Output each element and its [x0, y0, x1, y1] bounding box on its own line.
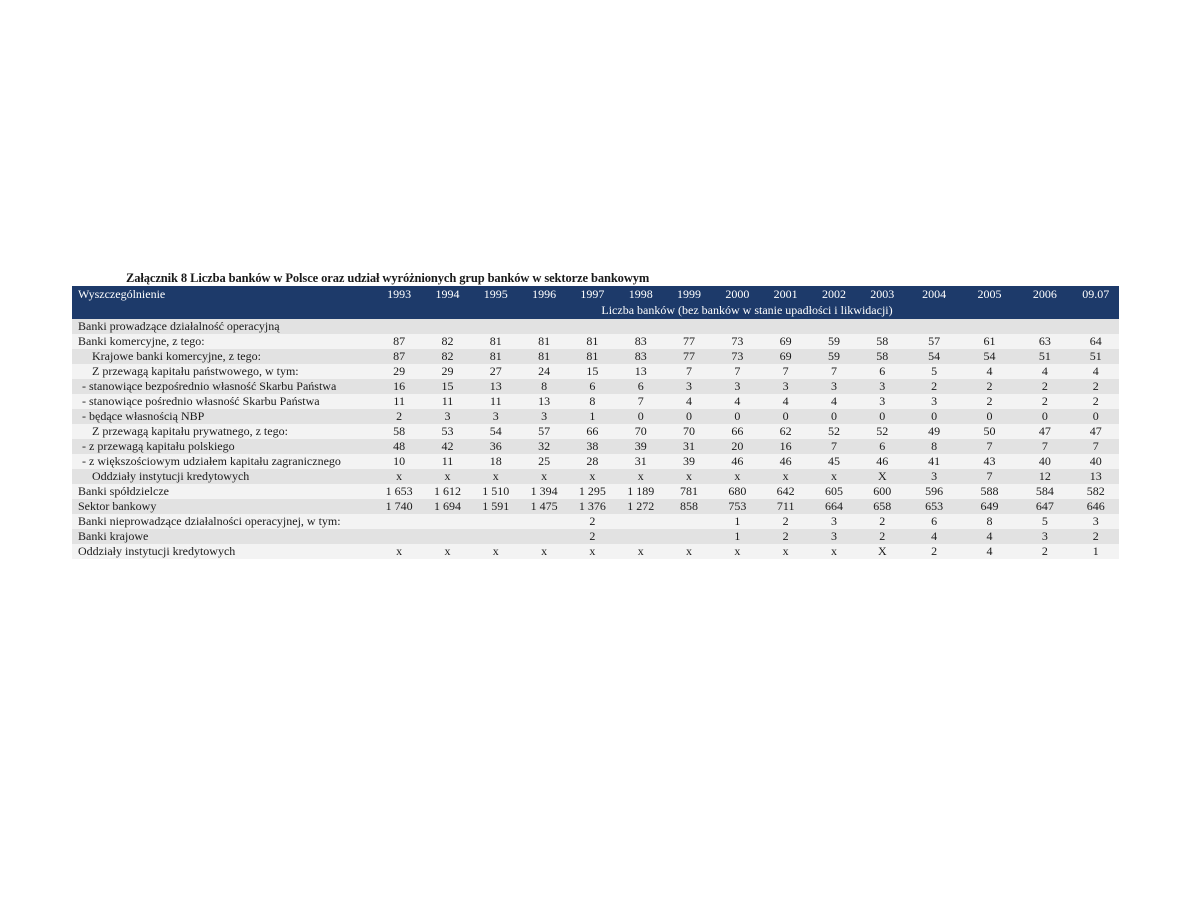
cell-value: 4 [1017, 364, 1072, 379]
cell-value: 52 [810, 424, 858, 439]
cell-value: 31 [665, 439, 713, 454]
cell-value: x [617, 544, 665, 559]
cell-value: 3 [713, 379, 761, 394]
cell-value: 0 [762, 409, 810, 424]
cell-value: 8 [906, 439, 961, 454]
cell-value [858, 319, 906, 334]
cell-value: 61 [962, 334, 1017, 349]
table-row [72, 469, 1119, 484]
cell-value: 4 [1073, 364, 1119, 379]
cell-value: 605 [810, 484, 858, 499]
cell-value: 3 [1017, 529, 1072, 544]
cell-value: 39 [665, 454, 713, 469]
cell-value: 42 [423, 439, 471, 454]
cell-value: 2 [906, 544, 961, 559]
cell-value: 36 [472, 439, 520, 454]
cell-value: 0 [617, 409, 665, 424]
cell-value: 1 [713, 514, 761, 529]
cell-value: 57 [520, 424, 568, 439]
cell-value: 50 [962, 424, 1017, 439]
year-header: 1999 [665, 286, 713, 303]
cell-value: x [472, 469, 520, 484]
cell-value: 15 [423, 379, 471, 394]
row-label: - będące własnością NBP [72, 409, 375, 424]
cell-value: 54 [906, 349, 961, 364]
row-label: Krajowe banki komercyjne, z tego: [72, 349, 375, 364]
cell-value: 3 [423, 409, 471, 424]
cell-value: 69 [762, 334, 810, 349]
cell-value [906, 319, 961, 334]
cell-value [472, 529, 520, 544]
cell-value: 649 [962, 499, 1017, 514]
subheader-row [72, 303, 1119, 319]
cell-value: 77 [665, 349, 713, 364]
cell-value: 1 189 [617, 484, 665, 499]
cell-value: 584 [1017, 484, 1072, 499]
row-label: Z przewagą kapitału państwowego, w tym: [72, 364, 375, 379]
cell-value: 0 [858, 409, 906, 424]
cell-value: 582 [1073, 484, 1119, 499]
cell-value: 596 [906, 484, 961, 499]
year-header: 1993 [375, 286, 423, 303]
cell-value: 28 [568, 454, 616, 469]
cell-value: 46 [858, 454, 906, 469]
cell-value: 4 [665, 394, 713, 409]
cell-value: 3 [1073, 514, 1119, 529]
cell-value: 54 [472, 424, 520, 439]
cell-value [810, 319, 858, 334]
cell-value: x [423, 544, 471, 559]
cell-value: 6 [617, 379, 665, 394]
cell-value: 10 [375, 454, 423, 469]
cell-value: 29 [375, 364, 423, 379]
header-label: Wyszczególnienie [72, 286, 375, 303]
cell-value: 3 [858, 394, 906, 409]
cell-value: 69 [762, 349, 810, 364]
cell-value: 3 [810, 514, 858, 529]
cell-value: 1 394 [520, 484, 568, 499]
cell-value [375, 319, 423, 334]
table-row [72, 364, 1119, 379]
cell-value: 646 [1073, 499, 1119, 514]
cell-value: 16 [375, 379, 423, 394]
cell-value: x [568, 469, 616, 484]
cell-value [1073, 319, 1119, 334]
year-header: 2006 [1017, 286, 1072, 303]
cell-value: 81 [568, 334, 616, 349]
table-row [72, 529, 1119, 544]
cell-value: 642 [762, 484, 810, 499]
cell-value: 54 [962, 349, 1017, 364]
cell-value: 0 [665, 409, 713, 424]
year-header: 1996 [520, 286, 568, 303]
row-label: Oddziały instytucji kredytowych [72, 469, 375, 484]
cell-value: 53 [423, 424, 471, 439]
cell-value: 658 [858, 499, 906, 514]
cell-value: 8 [520, 379, 568, 394]
cell-value: 83 [617, 349, 665, 364]
cell-value: 25 [520, 454, 568, 469]
cell-value: 3 [665, 379, 713, 394]
cell-value [762, 319, 810, 334]
cell-value: x [617, 469, 665, 484]
table-row [72, 544, 1119, 559]
year-header: 1997 [568, 286, 616, 303]
year-header: 09.07 [1073, 286, 1119, 303]
row-label: - stanowiące pośrednio własność Skarbu Państwa [72, 394, 375, 409]
cell-value: 3 [810, 379, 858, 394]
cell-value: 4 [713, 394, 761, 409]
cell-value: 38 [568, 439, 616, 454]
cell-value: 4 [962, 544, 1017, 559]
cell-value: 7 [617, 394, 665, 409]
cell-value [520, 319, 568, 334]
cell-value: 0 [906, 409, 961, 424]
cell-value: 2 [1073, 379, 1119, 394]
cell-value [568, 319, 616, 334]
cell-value: 83 [617, 334, 665, 349]
cell-value: 753 [713, 499, 761, 514]
cell-value: 1 740 [375, 499, 423, 514]
cell-value: 70 [617, 424, 665, 439]
cell-value: 2 [762, 529, 810, 544]
cell-value: 2 [762, 514, 810, 529]
cell-value: 6 [568, 379, 616, 394]
cell-value [1017, 319, 1072, 334]
year-header: 1998 [617, 286, 665, 303]
cell-value: 1 [568, 409, 616, 424]
row-label: Banki spółdzielcze [72, 484, 375, 499]
cell-value: 63 [1017, 334, 1072, 349]
cell-value: 6 [858, 439, 906, 454]
cell-value: x [665, 544, 713, 559]
cell-value: 40 [1017, 454, 1072, 469]
cell-value: 664 [810, 499, 858, 514]
year-header: 1995 [472, 286, 520, 303]
cell-value: x [520, 544, 568, 559]
cell-value: 6 [906, 514, 961, 529]
cell-value: 12 [1017, 469, 1072, 484]
header-row [72, 286, 1119, 303]
cell-value: 2 [1017, 394, 1072, 409]
cell-value: 3 [520, 409, 568, 424]
cell-value [472, 319, 520, 334]
cell-value [375, 514, 423, 529]
cell-value: 64 [1073, 334, 1119, 349]
cell-value: 1 475 [520, 499, 568, 514]
cell-value: 653 [906, 499, 961, 514]
cell-value: 1 [713, 529, 761, 544]
cell-value: 82 [423, 334, 471, 349]
table-row [72, 319, 1119, 334]
cell-value: 711 [762, 499, 810, 514]
cell-value [713, 319, 761, 334]
cell-value: 81 [568, 349, 616, 364]
cell-value: 2 [858, 529, 906, 544]
cell-value: 858 [665, 499, 713, 514]
cell-value [423, 319, 471, 334]
cell-value: 7 [962, 469, 1017, 484]
cell-value: x [810, 469, 858, 484]
year-header: 2005 [962, 286, 1017, 303]
cell-value [962, 319, 1017, 334]
cell-value: 73 [713, 349, 761, 364]
cell-value: 0 [713, 409, 761, 424]
cell-value: 2 [375, 409, 423, 424]
cell-value: 58 [375, 424, 423, 439]
cell-value: 43 [962, 454, 1017, 469]
cell-value: 7 [810, 364, 858, 379]
cell-value [665, 529, 713, 544]
cell-value: 0 [1073, 409, 1119, 424]
cell-value: 5 [906, 364, 961, 379]
cell-value: 4 [906, 529, 961, 544]
cell-value: 3 [810, 529, 858, 544]
cell-value: 781 [665, 484, 713, 499]
cell-value: 600 [858, 484, 906, 499]
table-row [72, 394, 1119, 409]
cell-value [423, 529, 471, 544]
cell-value [617, 529, 665, 544]
cell-value: 6 [858, 364, 906, 379]
cell-value: 1 612 [423, 484, 471, 499]
cell-value: X [858, 544, 906, 559]
cell-value: 27 [472, 364, 520, 379]
cell-value: 2 [906, 379, 961, 394]
cell-value: 2 [1073, 529, 1119, 544]
cell-value: 81 [472, 349, 520, 364]
cell-value: 15 [568, 364, 616, 379]
cell-value: 18 [472, 454, 520, 469]
cell-value: 59 [810, 334, 858, 349]
table-row [72, 514, 1119, 529]
cell-value: x [713, 469, 761, 484]
cell-value: 16 [762, 439, 810, 454]
cell-value: 4 [962, 529, 1017, 544]
cell-value [375, 529, 423, 544]
cell-value: 0 [1017, 409, 1072, 424]
table-row [72, 499, 1119, 514]
cell-value: 41 [906, 454, 961, 469]
cell-value: 647 [1017, 499, 1072, 514]
cell-value: 66 [568, 424, 616, 439]
table-row [72, 409, 1119, 424]
cell-value: 13 [617, 364, 665, 379]
cell-value: 20 [713, 439, 761, 454]
cell-value: 46 [762, 454, 810, 469]
banks-table [72, 286, 1119, 559]
table-row [72, 454, 1119, 469]
cell-value: 7 [1017, 439, 1072, 454]
cell-value [423, 514, 471, 529]
cell-value: 49 [906, 424, 961, 439]
row-label: Banki nieprowadzące działalności operacyjnej, w tym: [72, 514, 375, 529]
cell-value: 13 [1073, 469, 1119, 484]
cell-value: 2 [1017, 379, 1072, 394]
cell-value: 7 [810, 439, 858, 454]
cell-value [617, 514, 665, 529]
cell-value: 1 694 [423, 499, 471, 514]
cell-value: 11 [423, 454, 471, 469]
cell-value: x [472, 544, 520, 559]
cell-value [665, 514, 713, 529]
cell-value: 7 [962, 439, 1017, 454]
cell-value: x [810, 544, 858, 559]
row-label: - z większościowym udziałem kapitału zagranicznego [72, 454, 375, 469]
cell-value: 1 [1073, 544, 1119, 559]
cell-value: 13 [520, 394, 568, 409]
cell-value: 70 [665, 424, 713, 439]
cell-value: 11 [375, 394, 423, 409]
cell-value: 81 [520, 334, 568, 349]
cell-value: 3 [858, 379, 906, 394]
cell-value: 3 [906, 469, 961, 484]
cell-value: 45 [810, 454, 858, 469]
cell-value: x [713, 544, 761, 559]
cell-value: 2 [858, 514, 906, 529]
cell-value: x [375, 469, 423, 484]
cell-value: 2 [568, 514, 616, 529]
cell-value: 7 [713, 364, 761, 379]
cell-value: 58 [858, 334, 906, 349]
year-header: 2001 [762, 286, 810, 303]
cell-value: x [520, 469, 568, 484]
row-label: - stanowiące bezpośrednio własność Skarbu Państwa [72, 379, 375, 394]
cell-value: 57 [906, 334, 961, 349]
cell-value: 40 [1073, 454, 1119, 469]
cell-value: 4 [962, 364, 1017, 379]
cell-value: 0 [810, 409, 858, 424]
cell-value: 11 [472, 394, 520, 409]
cell-value: 58 [858, 349, 906, 364]
cell-value: 47 [1073, 424, 1119, 439]
cell-value: 7 [762, 364, 810, 379]
table-row [72, 349, 1119, 364]
row-label: Z przewagą kapitału prywatnego, z tego: [72, 424, 375, 439]
cell-value: 1 653 [375, 484, 423, 499]
cell-value: 5 [1017, 514, 1072, 529]
cell-value: 59 [810, 349, 858, 364]
cell-value: x [665, 469, 713, 484]
cell-value: 39 [617, 439, 665, 454]
cell-value: 2 [1017, 544, 1072, 559]
cell-value: 51 [1073, 349, 1119, 364]
table-row [72, 379, 1119, 394]
cell-value [472, 514, 520, 529]
cell-value: 3 [472, 409, 520, 424]
cell-value [617, 319, 665, 334]
cell-value: 3 [762, 379, 810, 394]
cell-value: x [423, 469, 471, 484]
cell-value: 2 [1073, 394, 1119, 409]
cell-value: 87 [375, 334, 423, 349]
cell-value: 4 [810, 394, 858, 409]
year-header: 2000 [713, 286, 761, 303]
cell-value [520, 529, 568, 544]
cell-value: 1 295 [568, 484, 616, 499]
row-label: Banki krajowe [72, 529, 375, 544]
cell-value: 2 [962, 379, 1017, 394]
year-header: 2003 [858, 286, 906, 303]
row-label: Banki prowadzące działalność operacyjną [72, 319, 375, 334]
cell-value: 7 [1073, 439, 1119, 454]
cell-value: 29 [423, 364, 471, 379]
row-label: Banki komercyjne, z tego: [72, 334, 375, 349]
table-row [72, 424, 1119, 439]
cell-value: 82 [423, 349, 471, 364]
cell-value: 52 [858, 424, 906, 439]
cell-value: 1 510 [472, 484, 520, 499]
row-label: Sektor bankowy [72, 499, 375, 514]
cell-value: 680 [713, 484, 761, 499]
table-caption: Załącznik 8 Liczba banków w Polsce oraz udział wyróżnionych grup banków w sektorze bankowym [126, 271, 650, 285]
year-header: 1994 [423, 286, 471, 303]
cell-value: 24 [520, 364, 568, 379]
cell-value: 11 [423, 394, 471, 409]
cell-value: 1 272 [617, 499, 665, 514]
cell-value: 4 [762, 394, 810, 409]
cell-value: 1 376 [568, 499, 616, 514]
cell-value: x [762, 544, 810, 559]
cell-value: X [858, 469, 906, 484]
cell-value: 2 [568, 529, 616, 544]
year-header: 2004 [906, 286, 961, 303]
cell-value: 66 [713, 424, 761, 439]
table-row [72, 334, 1119, 349]
cell-value: 1 591 [472, 499, 520, 514]
cell-value: 87 [375, 349, 423, 364]
cell-value [665, 319, 713, 334]
subheader: Liczba banków (bez banków w stanie upadłości i likwidacji) [375, 303, 1119, 319]
cell-value: 81 [520, 349, 568, 364]
cell-value: 2 [962, 394, 1017, 409]
cell-value: x [568, 544, 616, 559]
year-header: 2002 [810, 286, 858, 303]
cell-value: 46 [713, 454, 761, 469]
row-label: Oddziały instytucji kredytowych [72, 544, 375, 559]
cell-value: 31 [617, 454, 665, 469]
row-label: - z przewagą kapitału polskiego [72, 439, 375, 454]
cell-value: 7 [665, 364, 713, 379]
cell-value: 588 [962, 484, 1017, 499]
cell-value: x [762, 469, 810, 484]
cell-value: x [375, 544, 423, 559]
cell-value: 51 [1017, 349, 1072, 364]
cell-value: 62 [762, 424, 810, 439]
cell-value: 73 [713, 334, 761, 349]
cell-value: 0 [962, 409, 1017, 424]
cell-value: 13 [472, 379, 520, 394]
cell-value: 77 [665, 334, 713, 349]
table-row [72, 484, 1119, 499]
cell-value: 8 [568, 394, 616, 409]
cell-value: 32 [520, 439, 568, 454]
cell-value: 47 [1017, 424, 1072, 439]
cell-value: 3 [906, 394, 961, 409]
table-row [72, 439, 1119, 454]
cell-value: 48 [375, 439, 423, 454]
cell-value: 81 [472, 334, 520, 349]
cell-value [520, 514, 568, 529]
cell-value: 8 [962, 514, 1017, 529]
